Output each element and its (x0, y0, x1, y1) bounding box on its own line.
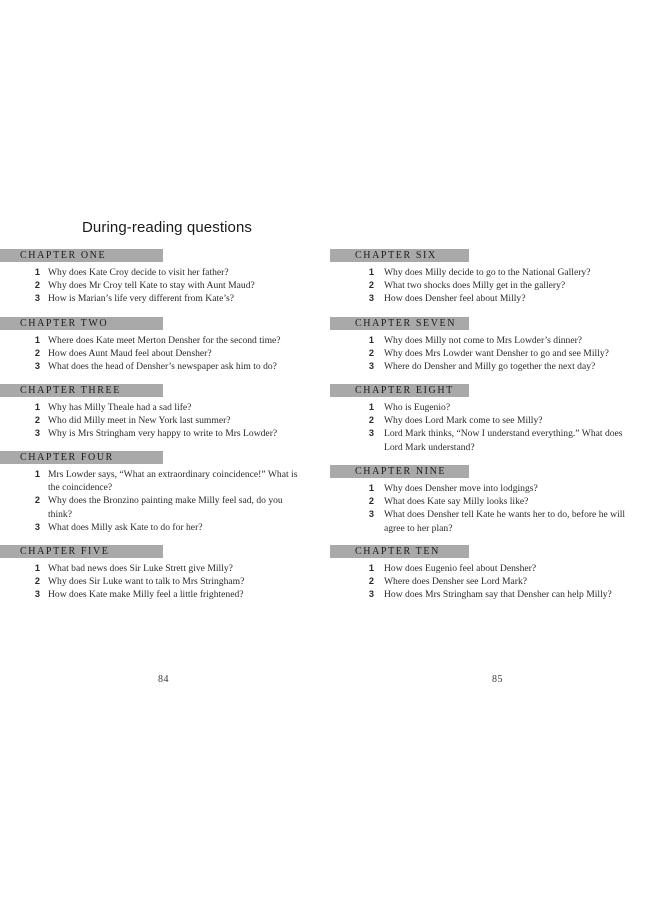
question-item (330, 401, 630, 414)
question-text: Why does Mr Croy tell Kate to stay with Aunt Maud? (48, 280, 255, 292)
question-number: 2 (368, 280, 374, 291)
question-text: Why does Sir Luke want to talk to Mrs Stringham? (48, 576, 245, 588)
page-number-right: 85 (492, 674, 503, 685)
chapter-title-bar: CHAPTER THREE (0, 384, 163, 397)
chapter-title-bar: CHAPTER SIX (330, 249, 469, 262)
question-item (0, 292, 300, 305)
question-item (0, 266, 300, 279)
question-item (330, 334, 630, 347)
question-number: 1 (368, 402, 374, 412)
question-text: Lord Mark thinks, “Now I understand everything.” What does Lord Mark understand? (384, 428, 623, 453)
question-item (0, 360, 300, 373)
question-number: 2 (368, 415, 374, 426)
question-item (0, 347, 300, 360)
question-item (330, 279, 630, 292)
question-item (330, 588, 630, 601)
question-number: 1 (34, 402, 40, 412)
question-item (0, 575, 300, 588)
question-text: Where does Kate meet Merton Densher for the second time? (48, 335, 281, 346)
question-text: What does the head of Densher’s newspaper ask him to do? (48, 361, 277, 373)
question-text: Why does Milly not come to Mrs Lowder’s dinner? (384, 335, 583, 346)
question-number: 3 (368, 293, 374, 304)
chapter-section (0, 384, 300, 441)
question-text: How does Eugenio feel about Densher? (384, 563, 537, 574)
chapter-title-bar: CHAPTER TEN (330, 545, 469, 558)
chapter-title-bar: CHAPTER TWO (0, 317, 163, 330)
question-item (0, 468, 300, 494)
question-number: 3 (368, 589, 374, 600)
question-text: What does Milly ask Kate to do for her? (48, 521, 203, 533)
question-number: 3 (368, 361, 374, 372)
question-text: Why does Milly decide to go to the National Gallery? (384, 267, 591, 278)
question-item (330, 360, 630, 373)
question-number: 1 (34, 267, 40, 277)
question-number: 3 (34, 428, 40, 439)
question-number: 2 (34, 495, 40, 506)
question-number: 3 (34, 521, 40, 532)
question-text: How does Kate make Milly feel a little frightened? (48, 589, 244, 601)
question-number: 1 (368, 335, 374, 345)
question-text: Who is Eugenio? (384, 402, 451, 413)
question-item (330, 414, 630, 427)
question-item (0, 562, 300, 575)
question-number: 1 (368, 483, 374, 493)
question-number: 1 (34, 563, 40, 573)
question-number: 2 (368, 576, 374, 587)
question-item (330, 562, 630, 575)
question-text: What bad news does Sir Luke Strett give Milly? (48, 563, 233, 574)
question-text: Mrs Lowder says, “What an extraordinary coincidence!” What is the coincidence? (48, 469, 298, 494)
question-text: How is Marian’s life very different from Kate’s? (48, 293, 235, 305)
question-number: 2 (368, 348, 374, 359)
question-item (330, 575, 630, 588)
chapter-section (330, 384, 630, 454)
question-number: 2 (368, 496, 374, 507)
chapter-section (330, 545, 630, 602)
question-text: What does Kate say Milly looks like? (384, 496, 529, 508)
question-text: Why is Mrs Stringham very happy to write to Mrs Lowder? (48, 428, 278, 440)
question-number: 3 (34, 293, 40, 304)
chapter-section (330, 249, 630, 306)
question-number: 1 (34, 469, 40, 479)
question-item (0, 427, 300, 440)
chapter-section (0, 451, 300, 534)
question-text: Why has Milly Theale had a sad life? (48, 402, 192, 413)
chapter-title-bar: CHAPTER NINE (330, 465, 469, 478)
chapter-section (330, 465, 630, 535)
question-item (0, 334, 300, 347)
question-text: Who did Milly meet in New York last summer? (48, 415, 231, 427)
question-text: Why does Kate Croy decide to visit her father? (48, 267, 229, 278)
chapter-title-bar: CHAPTER FIVE (0, 545, 163, 558)
question-text: How does Aunt Maud feel about Densher? (48, 348, 212, 360)
question-text: Why does Mrs Lowder want Densher to go and see Milly? (384, 348, 609, 360)
chapter-title-bar: CHAPTER FOUR (0, 451, 163, 464)
question-text: How does Densher feel about Milly? (384, 293, 526, 305)
chapter-section (0, 545, 300, 602)
question-number: 1 (368, 267, 374, 277)
question-item (0, 401, 300, 414)
chapter-title-bar: CHAPTER ONE (0, 249, 163, 262)
question-item (0, 588, 300, 601)
question-item (330, 266, 630, 279)
question-number: 1 (368, 563, 374, 573)
question-item (0, 279, 300, 292)
page-number-left: 84 (158, 674, 169, 685)
question-item (330, 347, 630, 360)
question-number: 3 (368, 428, 374, 439)
question-item (330, 495, 630, 508)
question-number: 3 (34, 361, 40, 372)
question-text: Why does Densher move into lodgings? (384, 483, 538, 494)
chapter-section (0, 249, 300, 306)
question-text: How does Mrs Stringham say that Densher can help Milly? (384, 589, 612, 601)
question-number: 3 (368, 509, 374, 520)
question-item (330, 427, 630, 453)
question-text: Why does Lord Mark come to see Milly? (384, 415, 543, 427)
chapter-title-bar: CHAPTER SEVEN (330, 317, 469, 330)
question-item (0, 414, 300, 427)
chapter-section (0, 317, 300, 374)
question-text: What two shocks does Milly get in the gallery? (384, 280, 566, 292)
page-heading: During-reading questions (82, 219, 252, 236)
question-number: 2 (34, 280, 40, 291)
question-item (330, 292, 630, 305)
question-text: Where do Densher and Milly go together the next day? (384, 361, 596, 373)
question-text: Where does Densher see Lord Mark? (384, 576, 528, 588)
question-number: 2 (34, 348, 40, 359)
question-text: Why does the Bronzino painting make Milly feel sad, do you think? (48, 495, 283, 520)
question-item (0, 494, 300, 520)
question-item (0, 521, 300, 534)
question-item (330, 482, 630, 495)
chapter-title-bar: CHAPTER EIGHT (330, 384, 469, 397)
question-number: 1 (34, 335, 40, 345)
question-number: 3 (34, 589, 40, 600)
question-number: 2 (34, 576, 40, 587)
question-text: What does Densher tell Kate he wants her to do, before he will agree to her plan? (384, 509, 626, 534)
question-item (330, 508, 630, 534)
question-number: 2 (34, 415, 40, 426)
chapter-section (330, 317, 630, 374)
